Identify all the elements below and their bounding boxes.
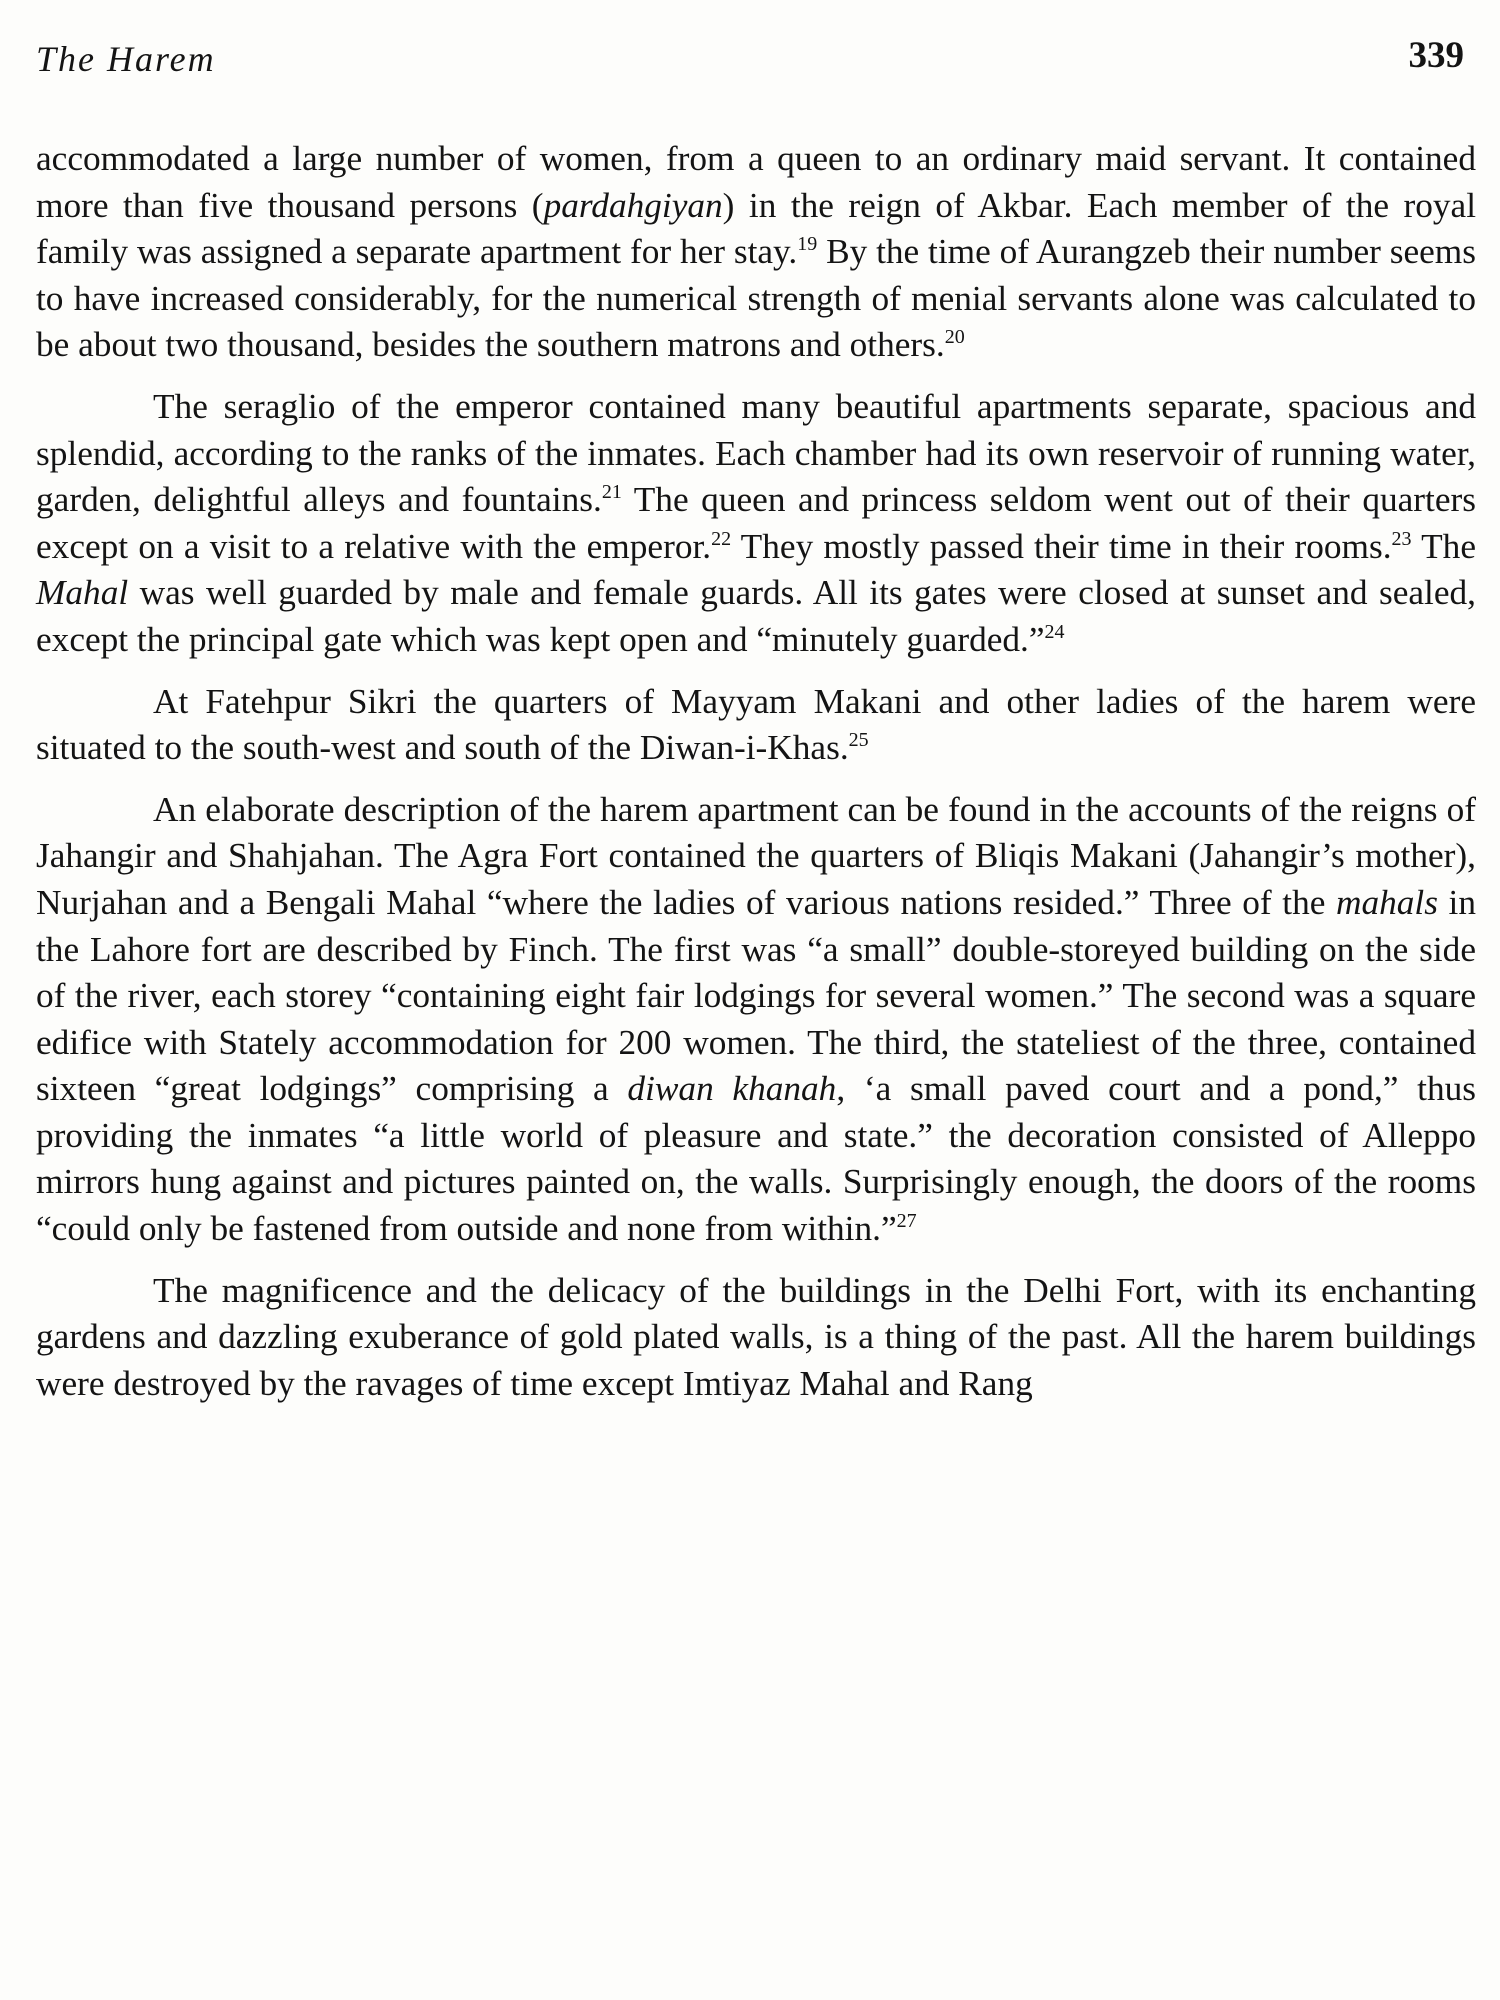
- footnote-marker: 21: [601, 481, 622, 504]
- text-run: The: [1411, 526, 1477, 566]
- footnote-marker: 27: [896, 1210, 917, 1233]
- text-run: accommodated a large number of women, from a queen to an ordinary maid servant. It contained more than five thousand persons (: [36, 139, 1476, 225]
- italic-term: diwan khanah: [627, 1069, 837, 1109]
- text-run: They mostly passed their time in their rooms.: [731, 526, 1392, 566]
- text-run: By the time of Aurangzeb their number seems to have increased considerably, for the numerical strength of menial servants alone was calculated to be about two thousand, besides the southern matrons and others.: [36, 232, 1476, 365]
- italic-term: pardahgiyan: [543, 185, 723, 225]
- footnote-marker: 19: [797, 233, 818, 256]
- text-run: , ‘a small paved court and a pond,” thus providing the inmates “a little world of pleasure and state.” the decoration consisted of Alleppo mirrors hung against and pictures painted on, the walls. Surprisingly enough, the doors of the rooms “could only be fastened from outside and none from within.”: [36, 1069, 1476, 1249]
- paragraph-3: [36, 679, 1476, 772]
- footnote-marker: 22: [711, 527, 732, 550]
- footnote-marker: 20: [944, 326, 965, 349]
- footnote-marker: 25: [848, 729, 869, 752]
- footnote-marker: 24: [1044, 621, 1065, 644]
- paragraph-1: [36, 136, 1476, 369]
- text-run: An elaborate description of the harem apartment can be found in the accounts of the reigns of Jahangir and Shahjahan. The Agra Fort contained the quarters of Bliqis Makani (Jahangir’s mother), Nurjahan and a Bengali Mahal “where the ladies of various nations resided.” Three of the: [36, 789, 1476, 922]
- paragraph-5: [36, 1268, 1476, 1408]
- text-run: The queen and princess seldom went out of their quarters except on a visit to a relative with the emperor.: [36, 480, 1476, 566]
- italic-term: Mahal: [36, 573, 129, 613]
- text-run: At Fatehpur Sikri the quarters of Mayyam Makani and other ladies of the harem were situated to the south-west and south of the Diwan-i-Khas.: [36, 681, 1476, 768]
- italic-term: mahals: [1335, 882, 1438, 922]
- text-run: The magnificence and the delicacy of the buildings in the Delhi Fort, with its enchanting gardens and dazzling exuberance of gold plated walls, is a thing of the past. All the harem buildings were destroyed by the ravages of time except Imtiyaz Mahal and Rang: [36, 1270, 1476, 1403]
- text-run: The seraglio of the emperor contained many beautiful apartments separate, spacious and splendid, according to the ranks of the inmates. Each chamber had its own reservoir of running water, garden, delightful alleys and fountains.: [36, 386, 1476, 520]
- text-run: ) in the reign of Akbar. Each member of the royal family was assigned a separate apartment for her stay.: [36, 185, 1477, 272]
- paragraph-2: [36, 384, 1476, 664]
- paragraph-4: [36, 787, 1476, 1253]
- running-title: The Harem: [36, 39, 216, 79]
- text-run: was well guarded by male and female guards. All its gates were closed at sunset and sealed, except the principal gate which was kept open and “minutely guarded.”: [36, 573, 1476, 659]
- running-head: [36, 35, 1464, 98]
- body-text: [36, 136, 1476, 1407]
- footnote-marker: 23: [1391, 527, 1412, 550]
- text-run: in the Lahore fort are described by Finch. The first was “a small” double-storeyed building on the side of the river, each storey “containing eight fair lodgings for several women.” The second was a square edifice with Stately accommodation for 200 women. The third, the stateliest of the three, contained sixteen “great lodgings” comprising a: [36, 882, 1476, 1109]
- page-number: 339: [1408, 35, 1464, 76]
